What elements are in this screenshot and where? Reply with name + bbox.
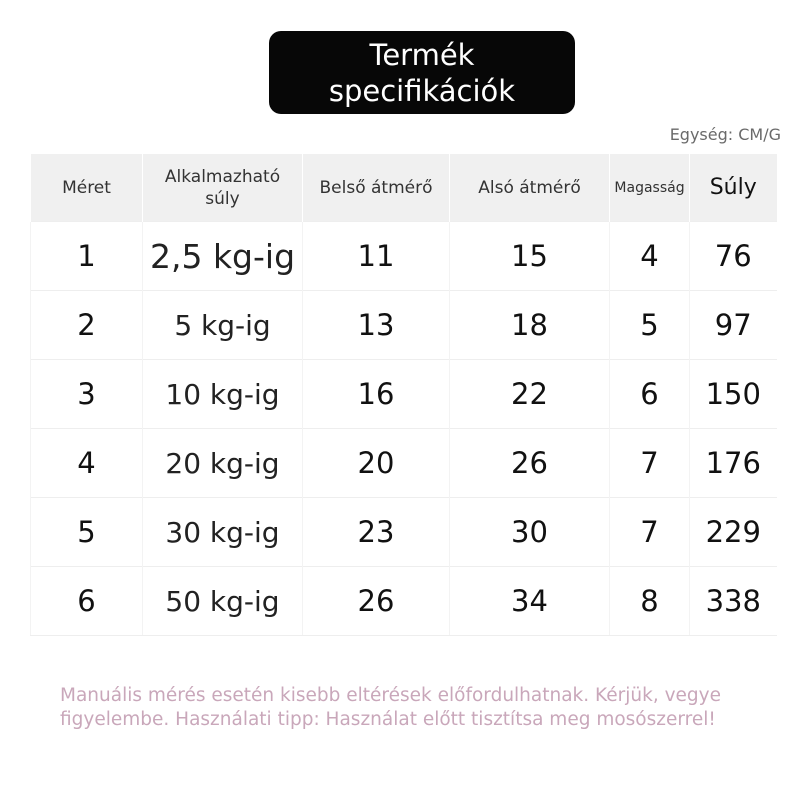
table-row bbox=[31, 567, 777, 636]
table-row bbox=[31, 291, 777, 360]
header-height: Magasság bbox=[610, 154, 690, 222]
cell-weight: 176 bbox=[690, 429, 777, 498]
header-size: Méret bbox=[31, 154, 143, 222]
cell-weight: 229 bbox=[690, 498, 777, 567]
cell-capacity: 5 kg-ig bbox=[143, 291, 303, 360]
cell-bottom-diameter: 15 bbox=[450, 222, 610, 291]
cell-height: 4 bbox=[610, 222, 690, 291]
cell-height: 5 bbox=[610, 291, 690, 360]
product-spec-title bbox=[269, 31, 575, 114]
cell-size: 1 bbox=[31, 222, 143, 291]
header-capacity-line1: Alkalmazható bbox=[164, 166, 281, 187]
cell-weight: 338 bbox=[690, 567, 777, 636]
cell-capacity: 50 kg-ig bbox=[143, 567, 303, 636]
cell-capacity: 10 kg-ig bbox=[143, 360, 303, 429]
cell-size: 5 bbox=[31, 498, 143, 567]
measurement-note bbox=[60, 684, 760, 732]
cell-bottom-diameter: 26 bbox=[450, 429, 610, 498]
cell-inner-diameter: 26 bbox=[303, 567, 450, 636]
header-bottom-diameter: Alsó átmérő bbox=[450, 154, 610, 222]
cell-inner-diameter: 20 bbox=[303, 429, 450, 498]
cell-capacity: 30 kg-ig bbox=[143, 498, 303, 567]
cell-height: 7 bbox=[610, 498, 690, 567]
cell-size: 4 bbox=[31, 429, 143, 498]
cell-height: 8 bbox=[610, 567, 690, 636]
cell-height: 6 bbox=[610, 360, 690, 429]
unit-note: Egység: CM/G bbox=[669, 125, 781, 144]
table-row bbox=[31, 498, 777, 567]
header-capacity bbox=[143, 154, 303, 222]
cell-bottom-diameter: 22 bbox=[450, 360, 610, 429]
table-row bbox=[31, 360, 777, 429]
cell-size: 3 bbox=[31, 360, 143, 429]
header-inner-diameter: Belső átmérő bbox=[303, 154, 450, 222]
cell-weight: 150 bbox=[690, 360, 777, 429]
table-header-row bbox=[31, 154, 777, 222]
cell-bottom-diameter: 30 bbox=[450, 498, 610, 567]
cell-capacity: 20 kg-ig bbox=[143, 429, 303, 498]
cell-bottom-diameter: 34 bbox=[450, 567, 610, 636]
title-line-2: specifikációk bbox=[328, 73, 516, 108]
header-weight: Súly bbox=[690, 154, 777, 222]
cell-bottom-diameter: 18 bbox=[450, 291, 610, 360]
cell-capacity: 2,5 kg-ig bbox=[143, 222, 303, 291]
cell-size: 6 bbox=[31, 567, 143, 636]
cell-inner-diameter: 23 bbox=[303, 498, 450, 567]
cell-inner-diameter: 13 bbox=[303, 291, 450, 360]
header-capacity-line2: súly bbox=[205, 188, 240, 209]
spec-table bbox=[30, 154, 777, 636]
cell-inner-diameter: 11 bbox=[303, 222, 450, 291]
cell-height: 7 bbox=[610, 429, 690, 498]
cell-inner-diameter: 16 bbox=[303, 360, 450, 429]
cell-weight: 76 bbox=[690, 222, 777, 291]
table-row bbox=[31, 429, 777, 498]
title-line-1: Termék bbox=[369, 37, 475, 72]
table-row bbox=[31, 222, 777, 291]
cell-size: 2 bbox=[31, 291, 143, 360]
measurement-note-line-1: Manuális mérés esetén kisebb eltérések előfordulhatnak. Kérjük, vegye bbox=[60, 685, 721, 706]
cell-weight: 97 bbox=[690, 291, 777, 360]
measurement-note-line-2: figyelembe. Használati tipp: Használat előtt tisztítsa meg mosószerrel! bbox=[60, 709, 716, 730]
